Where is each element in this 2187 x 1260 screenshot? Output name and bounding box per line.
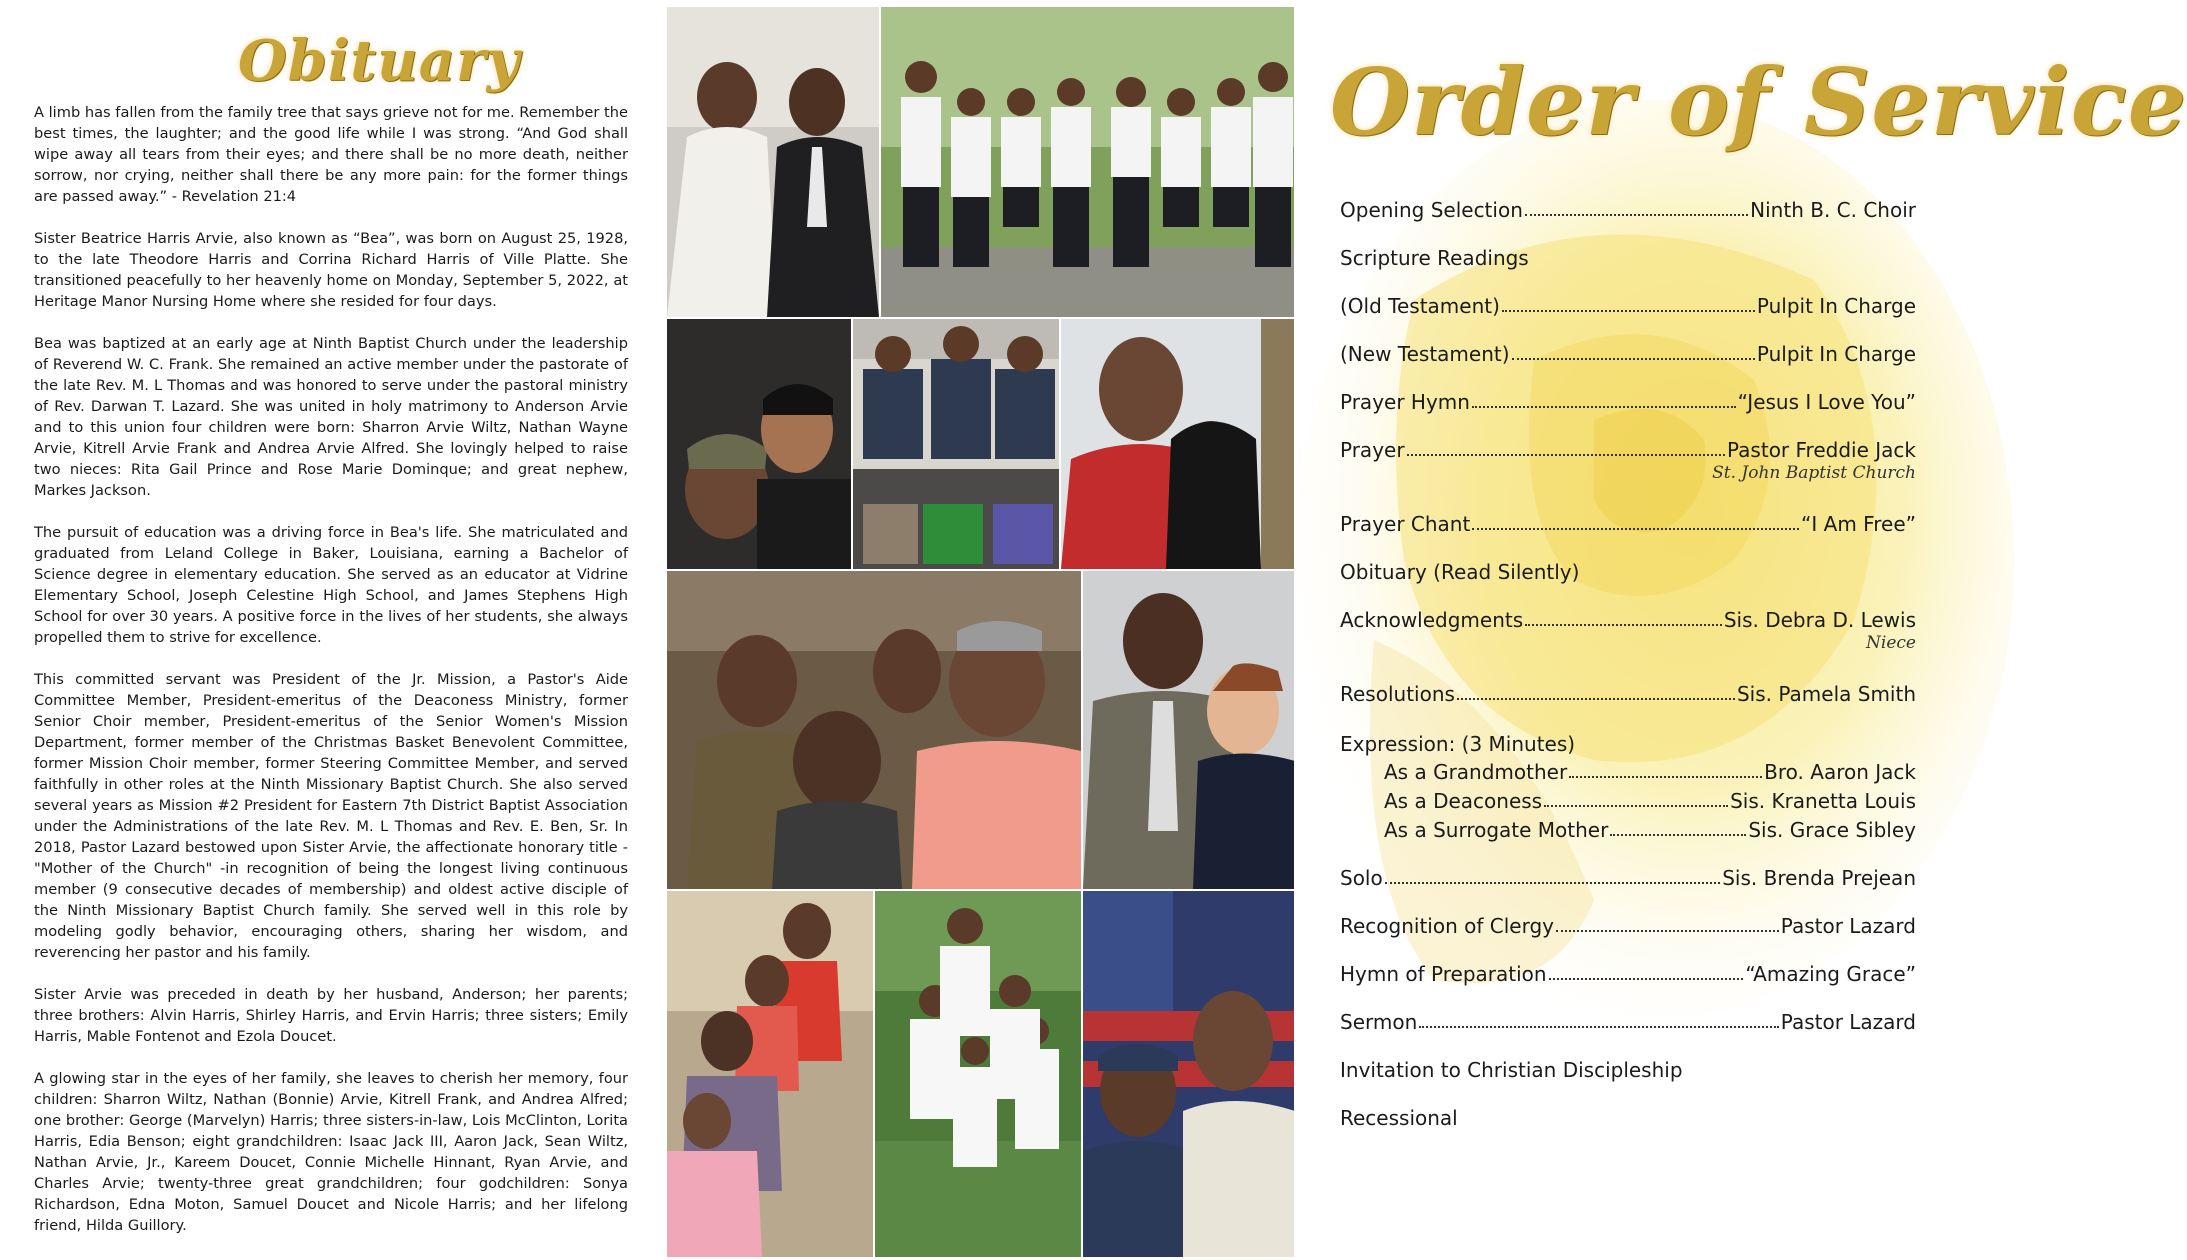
service-item-value: Sis. Grace Sibley <box>1748 818 1916 842</box>
leader-dots <box>1610 834 1746 836</box>
photo-selfie-two <box>666 318 852 570</box>
obituary-paragraph-1: A limb has fallen from the family tree that says grieve not for me. Remember the best times, the laughter; and the good life while I was strong. “And God shall wipe away all tears from their eyes; and there shall be no more death, neither sorrow, nor crying, neither shall there be any more pain: for the former things are passed away.” - Revelation 21:4 <box>34 104 628 205</box>
photo-family-outdoor <box>874 890 1082 1258</box>
service-item-value: Pastor Lazard <box>1780 1010 1916 1034</box>
service-item <box>1340 676 1916 706</box>
service-item-label: Invitation to Christian Discipleship <box>1340 1058 1683 1082</box>
service-item-label: (Old Testament) <box>1340 294 1500 318</box>
photo-couple-selfie <box>1060 318 1296 570</box>
service-item-label: Resolutions <box>1340 682 1455 706</box>
service-item <box>1340 602 1916 632</box>
service-item-label: Expression: (3 Minutes) <box>1340 732 1576 756</box>
service-item <box>1340 432 1916 462</box>
service-item-label: Prayer <box>1340 438 1405 462</box>
order-of-service-title: Order of Service <box>1330 48 2187 156</box>
leader-dots <box>1472 406 1736 408</box>
service-item <box>1340 1100 1916 1130</box>
photo-women-group <box>666 570 1082 890</box>
leader-dots <box>1502 310 1755 312</box>
service-subitem <box>1384 754 1916 784</box>
service-item-value: “Amazing Grace” <box>1745 962 1916 986</box>
leader-dots <box>1544 805 1728 807</box>
service-item-label: Obituary (Read Silently) <box>1340 560 1580 584</box>
obituary-title: Obituary <box>238 28 521 94</box>
leader-dots <box>1457 698 1735 700</box>
service-item-value: Pulpit In Charge <box>1756 342 1916 366</box>
service-item-value: Sis. Brenda Prejean <box>1722 866 1916 890</box>
obituary-paragraph-3: Bea was baptized at an early age at Ninth Baptist Church under the leadership of Reverend W. C. Frank. She remained an active member under the pastorate of the late Rev. M. L Thomas and was honored to serve under the pastoral ministry of Rev. Darwan T. Lazard. She was united in holy matrimony to Anderson Arvie and to this union four children were born: Sharron Arvie Wiltz, Nathan Wayne Arvie, Kitrell Arvie Frank and Andrea Arvie Alfred. She lovingly helped to raise two nieces: Rita Gail Prince and Rose Marie Dominque; and great nephew, Markes Jackson. <box>34 335 628 499</box>
photo-collage <box>666 6 1294 1260</box>
service-item <box>1340 956 1916 986</box>
service-item-label: Opening Selection <box>1340 198 1523 222</box>
service-item <box>1340 860 1916 890</box>
service-item <box>1340 554 1916 584</box>
leader-dots <box>1407 454 1725 456</box>
service-item-note: Niece <box>1866 633 1916 653</box>
service-item-label: Sermon <box>1340 1010 1418 1034</box>
order-of-service-panel <box>1294 0 2187 1259</box>
service-item-label: As a Surrogate Mother <box>1384 818 1609 842</box>
service-item <box>1340 384 1916 414</box>
service-item-label: Hymn of Preparation <box>1340 962 1547 986</box>
obituary-paragraph-6: Sister Arvie was preceded in death by her husband, Anderson; her parents; three brothers: Alvin Harris, Shirley Harris, and Ervin Harris; three sisters; Emily Harris, Mable Fontenot and Ezola Doucet. <box>34 986 628 1045</box>
service-item-value: Pastor Lazard <box>1780 914 1916 938</box>
service-item <box>1340 288 1916 318</box>
service-item <box>1340 1052 1916 1082</box>
service-item-label: Solo <box>1340 866 1383 890</box>
service-item-value: Pastor Freddie Jack <box>1727 438 1916 462</box>
service-item-value: Ninth B. C. Choir <box>1750 198 1916 222</box>
service-item-label: As a Grandmother <box>1384 760 1568 784</box>
photo-family-kitchen <box>666 890 874 1258</box>
service-item-value: Sis. Pamela Smith <box>1736 682 1916 706</box>
leader-dots <box>1385 882 1720 884</box>
service-item-value: Sis. Kranetta Louis <box>1730 789 1916 813</box>
leader-dots <box>1549 978 1744 980</box>
obituary-paragraph-5: This committed servant was President of the Jr. Mission, a Pastor's Aide Committee Member, President-emeritus of the Deaconess Ministry, former Senior Choir member, President-emeritus of the Senior Women's Mission Department, former member of the Christmas Basket Benevolent Committee, former Mission Choir member, former Steering Committee Member, and served faithfully in other roles at the Ninth Missionary Baptist Church. She also served several years as Mission #2 President for Eastern 7th District Baptist Association under the Administrations of the late Rev. M. L Thomas and Rev. E. Ben, Sr. In 2018, Pastor Lazard bestowed upon Sister Arvie, the affectionate honorary title - "Mother of the Church" -in recognition of being the longest living continuous member (9 consecutive decades of membership) and oldest active disciple of the Ninth Missionary Baptist Church family. She served well in this role by modeling godly behavior, encouraging others, sharing her wisdom, and reverencing her pastor and his family. <box>34 671 628 961</box>
leader-dots <box>1512 358 1755 360</box>
service-item <box>1340 240 1916 270</box>
service-item <box>1340 506 1916 536</box>
obituary-body <box>34 102 628 1257</box>
service-item-label: Recognition of Clergy <box>1340 914 1554 938</box>
service-item <box>1340 336 1916 366</box>
service-item-value: “I Am Free” <box>1801 512 1916 536</box>
service-item-label: Prayer Hymn <box>1340 390 1470 414</box>
service-item-value: Sis. Debra D. Lewis <box>1723 608 1916 632</box>
service-item-label: Scripture Readings <box>1340 246 1529 270</box>
obituary-paragraph-2: Sister Beatrice Harris Arvie, also known as “Bea”, was born on August 25, 1928, to the late Theodore Harris and Corrina Richard Harris of Ville Platte. She transitioned peacefully to her heavenly home on Monday, September 5, 2022, at Heritage Manor Nursing Home where she resided for four days. <box>34 230 628 310</box>
service-item-value: “Jesus I Love You” <box>1737 390 1916 414</box>
photo-military-portrait <box>1082 890 1296 1258</box>
service-subitem <box>1384 812 1916 842</box>
leader-dots <box>1556 930 1779 932</box>
service-item-label: As a Deaconess <box>1384 789 1543 813</box>
service-item-value: Bro. Aaron Jack <box>1764 760 1916 784</box>
leader-dots <box>1525 214 1748 216</box>
obituary-panel <box>28 28 628 1248</box>
photo-couple-formal <box>1082 570 1296 890</box>
obituary-paragraph-4: The pursuit of education was a driving force in Bea's life. She matriculated and graduated from Leland College in Baker, Louisiana, earning a Bachelor of Science degree in elementary education. She served as an educator at Vidrine Elementary School, Joseph Celestine High School, and James Stephens High School for over 30 years. A positive force in the lives of her students, she always propelled them to strive for excellence. <box>34 524 628 646</box>
service-item <box>1340 726 1916 756</box>
photo-family-group <box>880 6 1296 318</box>
leader-dots <box>1472 528 1799 530</box>
leader-dots <box>1525 624 1722 626</box>
photo-men-group <box>852 318 1060 570</box>
obituary-paragraph-7: A glowing star in the eyes of her family, she leaves to cherish her memory, four children: Sharron Wiltz, Nathan (Bonnie) Arvie, Kitrell Frank, and Andrea Alfred; one brother: George (Marvelyn) Harris; three sisters-in-law, Lois McClinton, Lorita Harris, Edia Benson; eight grandchildren: Isaac Jack III, Aaron Jack, Sean Wiltz, Nathan Arvie, Jr., Kareem Doucet, Connie Michelle Hinnant, Ryan Arvie, and Charles Arvie; twenty-three great grandchildren; four godchildren: Sonya Richardson, Edna Moton, Samuel Doucet and Nicole Harris; and her lifelong friend, Hilda Guillory. <box>34 1070 628 1234</box>
service-item <box>1340 1004 1916 1034</box>
service-item-label: Recessional <box>1340 1106 1458 1130</box>
photo-couple <box>666 6 880 318</box>
leader-dots <box>1419 1026 1779 1028</box>
leader-dots <box>1569 776 1762 778</box>
service-item-label: (New Testament) <box>1340 342 1510 366</box>
service-item <box>1340 908 1916 938</box>
service-item-label: Acknowledgments <box>1340 608 1524 632</box>
service-item-label: Prayer Chant <box>1340 512 1471 536</box>
service-item-note: St. John Baptist Church <box>1712 463 1916 483</box>
service-item-value: Pulpit In Charge <box>1756 294 1916 318</box>
service-subitem <box>1384 783 1916 813</box>
service-item <box>1340 192 1916 222</box>
